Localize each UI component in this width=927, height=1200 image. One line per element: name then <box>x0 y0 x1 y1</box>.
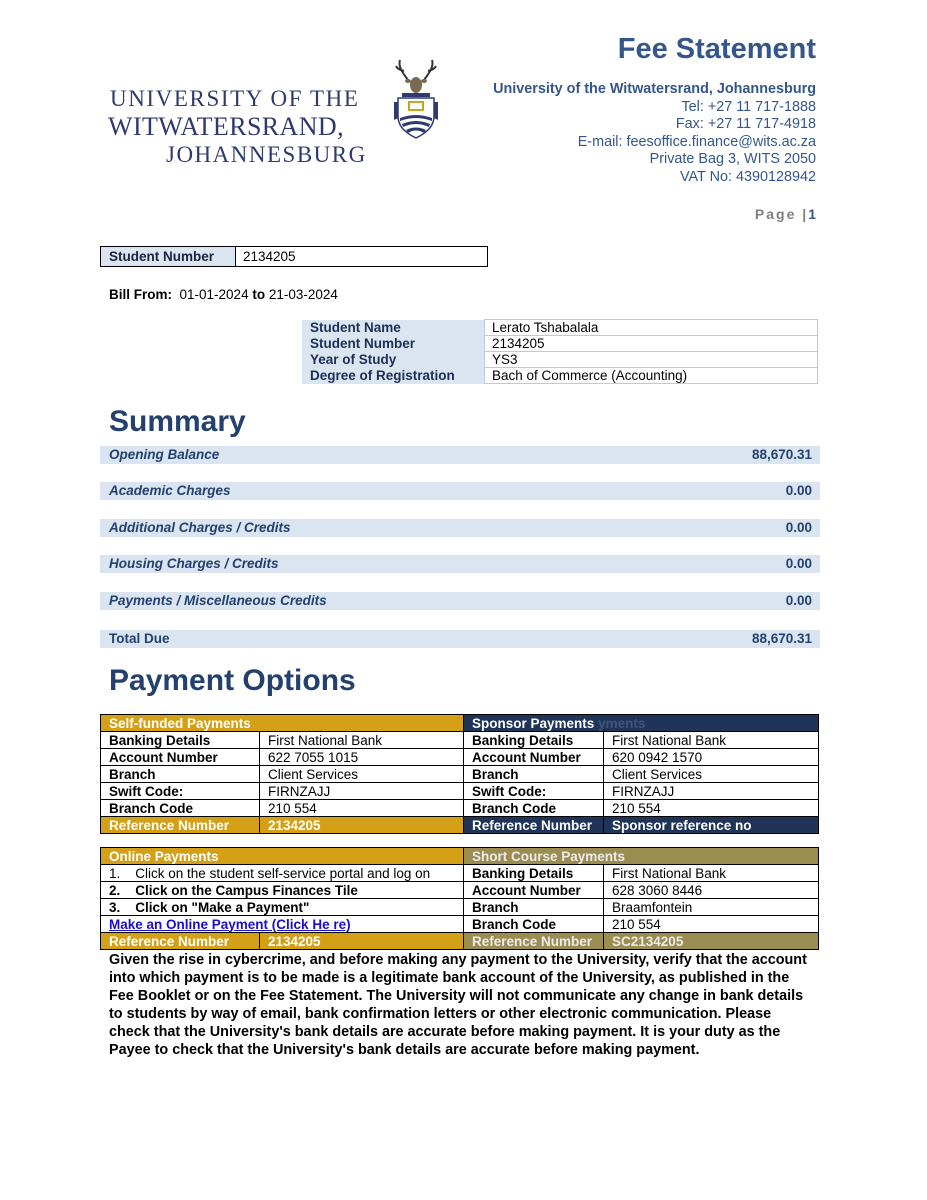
page-indicator <box>755 206 816 222</box>
sponsor-title: Sponsor Payments yments <box>464 715 819 732</box>
table-row <box>302 336 818 352</box>
bank-label: Branch Code <box>464 800 604 817</box>
contact-block <box>493 81 816 187</box>
self-funded-title: Self-funded Payments <box>101 715 464 732</box>
info-label: Degree of Registration <box>302 368 485 384</box>
info-label: Student Number <box>302 336 485 352</box>
vat-number: VAT No: 4390128942 <box>679 168 816 185</box>
bank-label: Branch Code <box>101 800 260 817</box>
bank-label: Account Number <box>464 882 604 899</box>
summary-amount: 0.00 <box>785 483 812 498</box>
bank-label: Account Number <box>464 749 604 766</box>
summary-row-academic-charges <box>100 482 820 500</box>
summary-label: Housing Charges / Credits <box>109 556 279 571</box>
table-row <box>302 368 818 384</box>
table-row <box>101 899 819 916</box>
telephone: Tel: +27 11 717-1888 <box>681 98 816 115</box>
summary-heading: Summary <box>109 405 246 438</box>
bank-label: Swift Code: <box>101 783 260 800</box>
summary-row-housing-charges <box>100 555 820 573</box>
summary-row-additional-charges <box>100 519 820 537</box>
bank-value: Braamfontein <box>604 899 819 916</box>
table-row <box>101 933 819 950</box>
online-step-2 <box>101 882 464 899</box>
step-number: 3. <box>109 899 121 915</box>
info-value: YS3 <box>485 352 818 368</box>
step-text: Click on the Campus Finances Tile <box>135 882 358 898</box>
bank-value: First National Bank <box>604 865 819 882</box>
sponsor-reference-label: Reference Number <box>464 817 604 834</box>
info-label: Year of Study <box>302 352 485 368</box>
bill-to-word: to <box>252 287 266 302</box>
table-row <box>101 817 819 834</box>
table-row <box>302 352 818 368</box>
table-row <box>101 749 819 766</box>
step-number: 2. <box>109 882 121 898</box>
bank-label: Branch <box>464 899 604 916</box>
summary-amount: 88,670.31 <box>751 631 812 646</box>
self-funded-reference-value: 2134205 <box>260 817 464 834</box>
summary-row-total-due <box>100 630 820 648</box>
online-and-short-course-table <box>100 847 819 950</box>
bank-value: Client Services <box>260 766 464 783</box>
step-number: 1. <box>109 865 121 881</box>
bank-value: 210 554 <box>604 800 819 817</box>
student-number-box <box>100 246 488 267</box>
table-row <box>101 800 819 817</box>
bank-value: 620 0942 1570 <box>604 749 819 766</box>
bank-label: Branch <box>101 766 260 783</box>
info-value: 2134205 <box>485 336 818 352</box>
document-title: Fee Statement <box>617 33 816 65</box>
short-course-reference-value: SC2134205 <box>604 933 819 950</box>
table-row <box>302 320 818 336</box>
student-info-table <box>302 319 818 384</box>
summary-row-opening-balance <box>100 446 820 464</box>
table-row <box>101 715 819 732</box>
logo-line-1: UNIVERSITY OF THE <box>110 86 360 111</box>
page-label: Page | <box>754 206 809 222</box>
student-number-label: Student Number <box>101 247 236 266</box>
bank-label: Account Number <box>101 749 260 766</box>
table-row <box>101 732 819 749</box>
short-course-title: Short Course Payments <box>464 848 819 865</box>
summary-label: Payments / Miscellaneous Credits <box>109 593 327 608</box>
self-funded-reference-label: Reference Number <box>101 817 260 834</box>
sponsor-title-ghost: yments <box>598 715 646 731</box>
table-row <box>101 865 819 882</box>
bank-value: First National Bank <box>260 732 464 749</box>
info-label: Student Name <box>302 320 485 336</box>
student-number-value: 2134205 <box>243 249 296 264</box>
fax: Fax: +27 11 717-4918 <box>675 116 816 133</box>
payment-options-heading: Payment Options <box>109 664 356 697</box>
bank-label: Banking Details <box>101 732 260 749</box>
step-text: Click on "Make a Payment" <box>135 899 310 915</box>
summary-amount: 88,670.31 <box>751 447 812 462</box>
bank-payments-table <box>100 714 819 834</box>
online-payment-link-cell <box>101 916 464 933</box>
summary-amount: 0.00 <box>785 593 812 608</box>
online-payments-title: Online Payments <box>101 848 464 865</box>
bank-value: 628 3060 8446 <box>604 882 819 899</box>
table-row <box>101 848 819 865</box>
table-row <box>101 783 819 800</box>
sponsor-reference-value: Sponsor reference no <box>604 817 819 834</box>
info-value: Lerato Tshabalala <box>485 320 818 336</box>
bank-label: Swift Code: <box>464 783 604 800</box>
email: E-mail: feesoffice.finance@wits.ac.za <box>577 133 816 150</box>
online-reference-label: Reference Number <box>101 933 260 950</box>
bank-value: 622 7055 1015 <box>260 749 464 766</box>
bank-value: FIRNZAJJ <box>604 783 819 800</box>
bank-label: Branch <box>464 766 604 783</box>
table-row <box>101 766 819 783</box>
summary-amount: 0.00 <box>785 556 812 571</box>
summary-amount: 0.00 <box>785 520 812 535</box>
summary-row-payments <box>100 592 820 610</box>
info-value: Bach of Commerce (Accounting) <box>485 368 818 384</box>
bank-label: Banking Details <box>464 732 604 749</box>
university-crest-icon <box>388 58 444 146</box>
page-number: 1 <box>808 206 816 222</box>
summary-label: Academic Charges <box>109 483 231 498</box>
bank-label: Banking Details <box>464 865 604 882</box>
bill-period <box>109 287 338 302</box>
table-row <box>101 916 819 933</box>
bank-value: 210 554 <box>604 916 819 933</box>
bank-value: First National Bank <box>604 732 819 749</box>
bill-to-date: 21-03-2024 <box>268 287 338 302</box>
bill-from-date: 01-01-2024 <box>179 287 249 302</box>
table-row <box>101 882 819 899</box>
online-step-3 <box>101 899 464 916</box>
summary-label: Total Due <box>109 631 170 646</box>
step-text: Click on the student self-service portal and log on <box>135 865 431 881</box>
bank-value: 210 554 <box>260 800 464 817</box>
postal-address: Private Bag 3, WITS 2050 <box>649 151 816 168</box>
cybercrime-warning: Given the rise in cybercrime, and before making any payment to the University, verify that the account into which payment is to be made is a legitimate bank account of the University, as published in the Fee Booklet or on the Fee Statement. The University will not communicate any change in bank details to students by way of email, bank confirmation letters or other electronic communication. Please check that the University's bank details are accurate before making payment. It is your duty as the Payee to check that the University's bank details are accurate before making payment. <box>109 952 807 1058</box>
short-course-reference-label: Reference Number <box>464 933 604 950</box>
online-payment-link[interactable]: Make an Online Payment (Click He re) <box>109 916 351 932</box>
bank-value: FIRNZAJJ <box>260 783 464 800</box>
bill-from-label: Bill From: <box>109 287 172 302</box>
institution-name: University of the Witwatersrand, Johannesburg <box>493 81 816 97</box>
summary-label: Opening Balance <box>109 447 220 462</box>
bank-value: Client Services <box>604 766 819 783</box>
logo-line-2: WITWATERSRAND, <box>108 112 344 141</box>
online-step-1 <box>101 865 464 882</box>
bank-label: Branch Code <box>464 916 604 933</box>
logo-line-3: JOHANNESBURG <box>166 142 367 167</box>
summary-label: Additional Charges / Credits <box>109 520 291 535</box>
online-reference-value: 2134205 <box>260 933 464 950</box>
